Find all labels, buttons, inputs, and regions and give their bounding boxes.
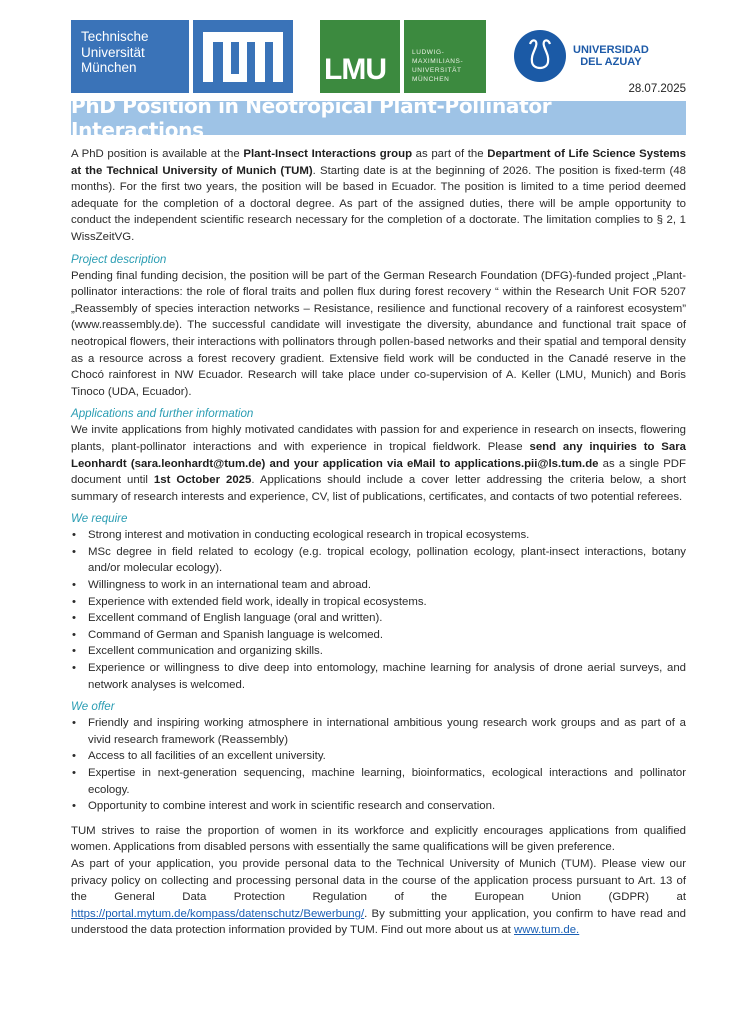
tum-logo-icon [193,20,293,93]
uda-emblem-icon [514,30,566,82]
list-item: • Command of German and Spanish language is welcomed. [88,627,686,644]
list-item: • Friendly and inspiring working atmosphere in international ambitious young research work groups and as part of a vivid research framework (Reassembly) [88,715,686,748]
list-item: • Strong interest and motivation in conducting ecological research in tropical ecosystems. [88,527,686,544]
tum-website-link[interactable]: www.tum.de. [514,924,580,937]
offer-list [71,715,686,815]
logo-header [71,20,686,95]
list-item: • Opportunity to combine interest and work in scientific research and conservation. [88,798,686,815]
requirements-list [71,527,686,693]
list-item: • MSc degree in field related to ecology (e.g. tropical ecology, pollination ecology, plant-insect interactions, botany and/or molecular ecology). [88,544,686,577]
list-item: • Expertise in next-generation sequencing, machine learning, bioinformatics, ecological interactions and pollinator ecology. [88,765,686,798]
list-item: • Access to all facilities of an excellent university. [88,748,686,765]
privacy-policy-link[interactable]: https://portal.mytum.de/kompass/datenschutz/Bewerbung/ [71,907,365,920]
list-item: • Experience with extended field work, ideally in tropical ecosystems. [88,594,686,611]
project-description-heading: Project description [71,252,167,266]
lmu-logo: LMU [320,20,400,93]
project-description-text: Pending final funding decision, the position will be part of the German Research Foundation (DFG)-funded project „Plant-pollinator interactions: the role of floral traits and pollen flux during forest recovery “ within the Research Unit FOR 5207 „Reassembly of species interaction networks – Resistance, resilience and functional recovery of a rainforest ecosystem” (www.reassembly.de). The successful candidate will investigate the diversity, abundance and functional trait space of neotropical flowers, their interactions with pollinators through pollen-based networks and their spatial and temporal density as a resource across a forest recovery gradient. Extensive field work will be conducted in the Canadé reserve in the Chocó rainforest in NW Ecuador. Research will take place under co-supervision of A. Keller (LMU, Munich) and Boris Tinoco (UDA, Ecuador). [71,269,686,398]
list-item: • Excellent communication and organizing skills. [88,643,686,660]
we-require-heading: We require [71,512,128,526]
intro-paragraph: A PhD position is available at the Plant-Insect Interactions group as part of the Department of Life Science Systems at the Technical University of Munich (TUM). Starting date is at the beginning of 2026. The position is fixed-term (48 months). For the first two years, the position will be based in Ecuador. The position is limited to a time period deemed adequate for the completion of a doctoral degree. As part of the assigned duties, there will be ample opportunity to conduct the independent scientific research necessary for the completion of a doctorate. The limitation complies to § 2, 1 WissZeitVG. [71,148,686,243]
page-title: PhD Position in Neotropical Plant-Pollinator Interactions [71,94,552,142]
applications-heading: Applications and further information [71,407,254,421]
document-date: 28.07.2025 [628,83,686,95]
list-item: • Excellent command of English language (oral and written). [88,610,686,627]
lmu-wordmark: LUDWIG- MAXIMILIANS- UNIVERSITÄT MÜNCHEN [404,20,486,93]
applications-text: We invite applications from highly motivated candidates with passion for and experience in research on insects, flowering plants, plant-pollinator interactions and with experience in tropical fieldwork. Please send any inquiries to Sara Leonhardt (sara.leonhardt@tum.de) and your application via eMail to applications.pii@ls.tum.de as a single PDF document until 1st October 2025. Applications should include a cover letter addressing the criteria below, a short summary of research interests and experience, CV, list of publications, certificates, and contacts of two potential referees. [71,424,687,503]
list-item: • Willingness to work in an international team and abroad. [88,577,686,594]
tum-wordmark: Technische Universität München [71,20,189,93]
list-item: • Experience or willingness to dive deep into entomology, machine learning for analysis of drone aerial surveys, and network analyses is welcomed. [88,660,686,693]
title-banner [71,94,686,142]
equality-statement: TUM strives to raise the proportion of women in its workforce and explicitly encourages applications from qualified women. Applications from disabled persons with essentially the same qualifications will be given preference. [71,824,686,854]
job-posting-document [71,20,686,939]
privacy-statement: As part of your application, you provide personal data to the Technical University of Munich (TUM). Please view our privacy policy on collecting and processing personal data in the course of the application process pursuant to Art. 13 of the General Data Protection Regulation of the European Union (GDPR) at https://portal.mytum.de/kompass/datenschutz/Bewerbung/. By submitting your application, you confirm to have read and understood the data protection information provided by TUM. Find out more about us at www.tum.de. [71,857,686,937]
uda-wordmark: UNIVERSIDAD DEL AZUAY [573,44,649,68]
we-offer-heading: We offer [71,700,115,714]
